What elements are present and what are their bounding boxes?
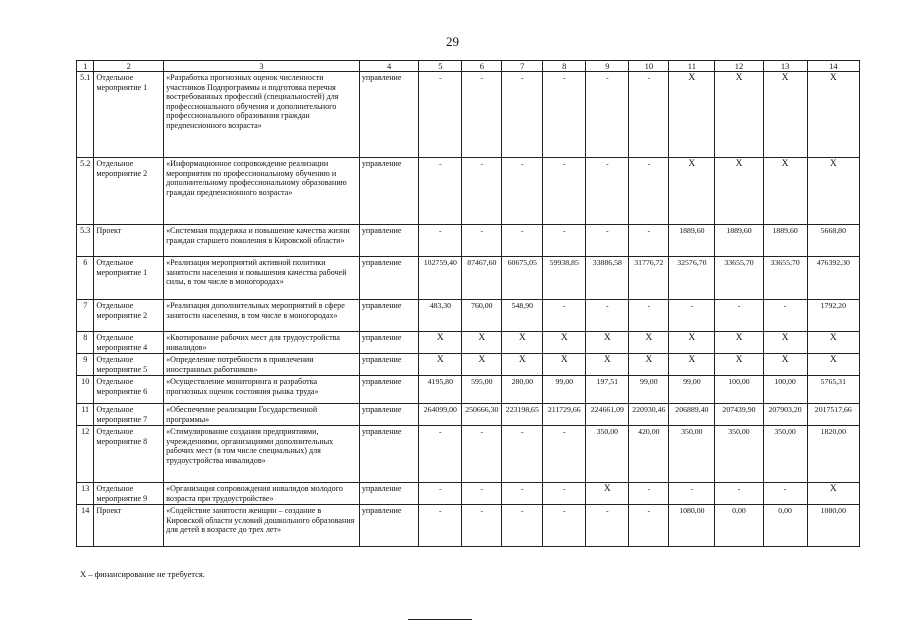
value-cell: 1820,00 [807,426,859,483]
header-cell: 5 [419,61,462,72]
value-cell: Х [669,354,715,376]
table-row [77,483,860,505]
row-name: Отдельное мероприятие 1 [94,257,164,300]
value-cell: - [543,158,586,225]
value-cell: - [419,483,462,505]
value-cell: - [715,483,763,505]
value-cell: 0,00 [763,505,807,547]
value-cell: Х [763,72,807,158]
value-cell: 99,00 [629,376,669,404]
header-cell: 1 [77,61,94,72]
header-cell: 11 [669,61,715,72]
value-cell: 220930,46 [629,404,669,426]
value-cell: 548,90 [502,300,543,332]
value-cell: Х [629,332,669,354]
value-cell: Х [807,72,859,158]
value-cell: Х [669,158,715,225]
row-executor: управление [359,225,418,257]
value-cell: - [462,72,502,158]
value-cell: 32576,70 [669,257,715,300]
value-cell: 1889,60 [763,225,807,257]
header-cell: 8 [543,61,586,72]
row-name: Отдельное мероприятие 8 [94,426,164,483]
value-cell: 1080,00 [807,505,859,547]
row-number: 6 [77,257,94,300]
value-cell: 223198,65 [502,404,543,426]
row-number: 7 [77,300,94,332]
value-cell: - [586,158,629,225]
row-number: 5.3 [77,225,94,257]
value-cell: 33886,58 [586,257,629,300]
value-cell: 1889,60 [715,225,763,257]
value-cell: Х [715,72,763,158]
value-cell: - [715,300,763,332]
value-cell: 31776,72 [629,257,669,300]
value-cell: Х [586,483,629,505]
value-cell: Х [669,332,715,354]
table-row [77,158,860,225]
value-cell: Х [763,354,807,376]
table-row [77,225,860,257]
row-number: 12 [77,426,94,483]
row-number: 5.2 [77,158,94,225]
value-cell: Х [715,332,763,354]
value-cell: 760,00 [462,300,502,332]
page-number: 29 [446,34,459,49]
value-cell: Х [586,332,629,354]
value-cell: Х [807,354,859,376]
value-cell: 102759,40 [419,257,462,300]
value-cell: 207439,90 [715,404,763,426]
header-cell: 14 [807,61,859,72]
table-row [77,72,860,158]
row-number: 14 [77,505,94,547]
value-cell: - [502,225,543,257]
value-cell: 33655,70 [715,257,763,300]
value-cell: 60675,05 [502,257,543,300]
value-cell: - [462,426,502,483]
value-cell: 100,00 [715,376,763,404]
row-executor: управление [359,257,418,300]
value-cell: Х [419,332,462,354]
value-cell: - [502,483,543,505]
value-cell: 5668,80 [807,225,859,257]
value-cell: 206889,40 [669,404,715,426]
row-number: 11 [77,404,94,426]
value-cell: - [543,72,586,158]
row-executor: управление [359,332,418,354]
header-cell: 9 [586,61,629,72]
value-cell: Х [763,332,807,354]
value-cell: - [419,426,462,483]
value-cell: Х [419,354,462,376]
value-cell: - [502,72,543,158]
value-cell: 5765,31 [807,376,859,404]
value-cell: 99,00 [543,376,586,404]
value-cell: - [543,300,586,332]
row-executor: управление [359,505,418,547]
footer-rule [408,619,472,620]
row-description: «Реализация дополнительных мероприятий в сфере занятости населения, в том числе в моногородах» [164,300,360,332]
value-cell: 197,51 [586,376,629,404]
value-cell: - [629,158,669,225]
table-row [77,426,860,483]
value-cell: 350,00 [586,426,629,483]
value-cell: 33655,70 [763,257,807,300]
value-cell: 59938,85 [543,257,586,300]
row-executor: управление [359,72,418,158]
row-number: 8 [77,332,94,354]
value-cell: - [543,225,586,257]
value-cell: 1792,20 [807,300,859,332]
value-cell: - [586,505,629,547]
value-cell: Х [543,354,586,376]
value-cell: - [669,300,715,332]
row-executor: управление [359,354,418,376]
value-cell: - [629,300,669,332]
row-name: Проект [94,225,164,257]
row-description: «Определение потребности в привлечении иностранных работников» [164,354,360,376]
value-cell: - [543,483,586,505]
value-cell: Х [715,354,763,376]
row-name: Отдельное мероприятие 9 [94,483,164,505]
row-executor: управление [359,158,418,225]
row-name: Отдельное мероприятие 2 [94,300,164,332]
value-cell: 420,00 [629,426,669,483]
header-cell: 6 [462,61,502,72]
value-cell: Х [502,332,543,354]
value-cell: - [586,225,629,257]
row-description: «Осуществление мониторинга и разработка прогнозных оценок состояния рынка труда» [164,376,360,404]
value-cell: Х [586,354,629,376]
row-description: «Разработка прогнозных оценок численности участников Подпрограммы и подготовка перечня востребованных профессий (специальностей) для профессионального обучения и дополнительного профессионального образования граждан предпенсионного возраста» [164,72,360,158]
funding-table [76,60,860,547]
value-cell: 595,00 [462,376,502,404]
value-cell: Х [629,354,669,376]
value-cell: Х [807,332,859,354]
value-cell: 99,00 [669,376,715,404]
value-cell: 350,00 [715,426,763,483]
header-cell: 2 [94,61,164,72]
value-cell: Х [807,483,859,505]
value-cell: - [629,505,669,547]
row-executor: управление [359,376,418,404]
row-number: 9 [77,354,94,376]
row-name: Отдельное мероприятие 2 [94,158,164,225]
value-cell: 211729,66 [543,404,586,426]
table-row [77,404,860,426]
table-row [77,332,860,354]
value-cell: 207903,20 [763,404,807,426]
value-cell: Х [543,332,586,354]
header-cell: 10 [629,61,669,72]
value-cell: - [502,158,543,225]
value-cell: 264099,00 [419,404,462,426]
row-description: «Информационное сопровождение реализации мероприятия по профессиональному обучению и дополнительному профессиональному образованию граждан предпенсионного возраста» [164,158,360,225]
value-cell: 4195,80 [419,376,462,404]
value-cell: 476392,30 [807,257,859,300]
value-cell: Х [669,72,715,158]
row-description: «Содействие занятости женщин – создание в Кировской области условий дошкольного образования для детей в возрасте до трех лет» [164,505,360,547]
value-cell: - [419,72,462,158]
value-cell: - [462,225,502,257]
table-row [77,376,860,404]
header-cell: 13 [763,61,807,72]
row-executor: управление [359,426,418,483]
header-cell: 4 [359,61,418,72]
value-cell: - [629,225,669,257]
row-name: Отдельное мероприятие 6 [94,376,164,404]
header-cell: 12 [715,61,763,72]
row-name: Отдельное мероприятие 4 [94,332,164,354]
row-executor: управление [359,300,418,332]
value-cell: - [502,426,543,483]
row-name: Отдельное мероприятие 1 [94,72,164,158]
row-name: Отдельное мероприятие 7 [94,404,164,426]
header-row [77,61,860,72]
value-cell: 280,00 [502,376,543,404]
value-cell: 2017517,66 [807,404,859,426]
header-cell: 7 [502,61,543,72]
row-description: «Квотирование рабочих мест для трудоустройства инвалидов» [164,332,360,354]
value-cell: - [543,426,586,483]
row-number: 13 [77,483,94,505]
value-cell: - [502,505,543,547]
value-cell: 350,00 [669,426,715,483]
value-cell: Х [715,158,763,225]
row-description: «Обеспечение реализации Государственной программы» [164,404,360,426]
value-cell: Х [462,332,502,354]
value-cell: - [419,158,462,225]
row-executor: управление [359,404,418,426]
value-cell: - [763,483,807,505]
header-cell: 3 [164,61,360,72]
row-description: «Стимулирование создания предприятиями, учреждениями, организациями дополнительных рабочих мест (в том числе специальных) для трудоустройства инвалидов» [164,426,360,483]
row-number: 10 [77,376,94,404]
value-cell: Х [462,354,502,376]
row-name: Отдельное мероприятие 5 [94,354,164,376]
value-cell: Х [502,354,543,376]
value-cell: - [419,225,462,257]
value-cell: - [586,72,629,158]
value-cell: - [462,505,502,547]
row-description: «Системная поддержка и повышение качества жизни граждан старшего поколения в Кировской области» [164,225,360,257]
row-executor: управление [359,483,418,505]
value-cell: 350,00 [763,426,807,483]
value-cell: 224661,09 [586,404,629,426]
value-cell: - [629,483,669,505]
value-cell: - [462,158,502,225]
footnote: Х – финансирование не требуется. [80,569,205,579]
value-cell: 1889,60 [669,225,715,257]
row-description: «Организация сопровождения инвалидов молодого возраста при трудоустройстве» [164,483,360,505]
value-cell: 250666,30 [462,404,502,426]
table-row [77,505,860,547]
table-row [77,300,860,332]
table-row [77,257,860,300]
value-cell: Х [763,158,807,225]
value-cell: 0,00 [715,505,763,547]
row-name: Проект [94,505,164,547]
value-cell: 1080,00 [669,505,715,547]
value-cell: - [586,300,629,332]
row-number: 5.1 [77,72,94,158]
value-cell: 483,30 [419,300,462,332]
table-row [77,354,860,376]
value-cell: - [629,72,669,158]
value-cell: Х [807,158,859,225]
value-cell: - [419,505,462,547]
value-cell: 100,00 [763,376,807,404]
value-cell: - [763,300,807,332]
value-cell: 87467,60 [462,257,502,300]
value-cell: - [462,483,502,505]
value-cell: - [669,483,715,505]
value-cell: - [543,505,586,547]
row-description: «Реализация мероприятий активной политики занятости населения и повышения качества рабочей силы, в том числе в моногородах» [164,257,360,300]
